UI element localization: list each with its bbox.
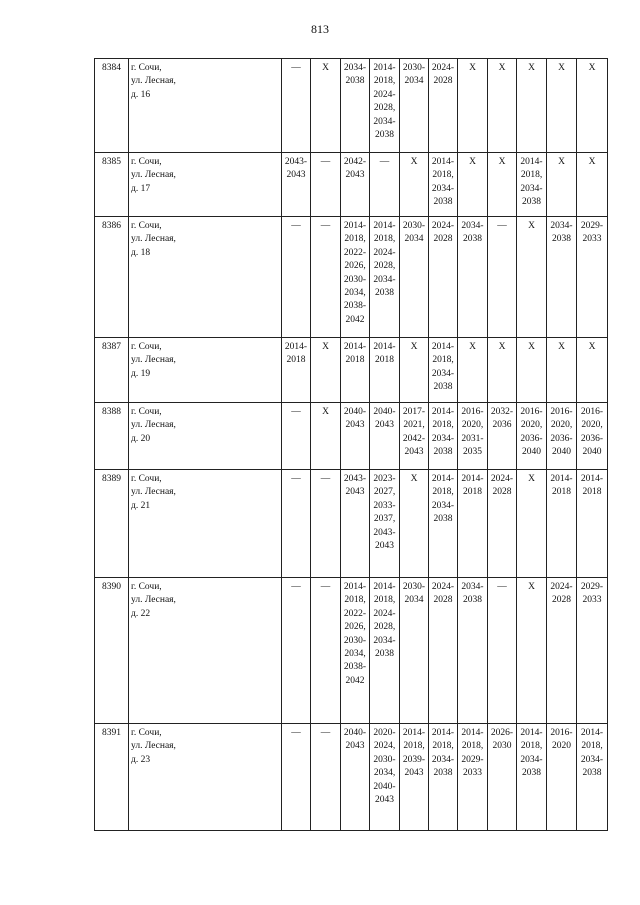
period-cell: 2014- 2018, 2022- 2026, 2030- 2034, 2038- 2042: [341, 578, 370, 724]
period-cell: 2043- 2043: [341, 470, 370, 578]
period-cell: 2016- 2020, 2036- 2040: [577, 403, 608, 470]
table-row: [95, 470, 608, 578]
period-cell: —: [311, 724, 341, 831]
period-cell: 2014- 2018, 2034- 2038: [517, 153, 547, 217]
period-cell: Х: [547, 338, 577, 403]
period-cell: Х: [488, 59, 517, 153]
period-cell: 2016- 2020, 2036- 2040: [517, 403, 547, 470]
period-cell: —: [282, 724, 311, 831]
period-cell: Х: [577, 153, 608, 217]
period-cell: Х: [400, 470, 429, 578]
period-cell: 2030- 2034: [400, 217, 429, 338]
period-cell: —: [311, 578, 341, 724]
period-cell: —: [282, 217, 311, 338]
table-row: [95, 578, 608, 724]
address-cell: г. Сочи, ул. Лесная, д. 23: [129, 724, 282, 831]
period-cell: Х: [311, 338, 341, 403]
period-cell: Х: [458, 338, 488, 403]
period-cell: Х: [311, 59, 341, 153]
period-cell: 2023- 2027, 2033- 2037, 2043- 2043: [370, 470, 400, 578]
period-cell: 2043- 2043: [282, 153, 311, 217]
period-cell: Х: [547, 59, 577, 153]
period-cell: —: [311, 153, 341, 217]
period-cell: Х: [517, 59, 547, 153]
period-cell: 2024- 2028: [429, 217, 458, 338]
period-cell: 2017- 2021, 2042- 2043: [400, 403, 429, 470]
row-number: 8389: [95, 470, 129, 578]
period-cell: 2014- 2018, 2039- 2043: [400, 724, 429, 831]
period-cell: Х: [488, 153, 517, 217]
period-cell: Х: [517, 338, 547, 403]
period-cell: 2034- 2038: [458, 578, 488, 724]
period-cell: 2014- 2018, 2034- 2038: [517, 724, 547, 831]
period-cell: —: [282, 403, 311, 470]
address-cell: г. Сочи, ул. Лесная, д. 22: [129, 578, 282, 724]
period-cell: 2040- 2043: [341, 724, 370, 831]
period-cell: 2014- 2018, 2022- 2026, 2030- 2034, 2038- 2042: [341, 217, 370, 338]
row-number: 8384: [95, 59, 129, 153]
period-cell: 2024- 2028: [488, 470, 517, 578]
period-cell: 2030- 2034: [400, 578, 429, 724]
period-cell: —: [488, 578, 517, 724]
period-cell: 2042- 2043: [341, 153, 370, 217]
schedule-table: [94, 58, 608, 831]
period-cell: Х: [517, 470, 547, 578]
period-cell: 2029- 2033: [577, 217, 608, 338]
period-cell: 2014- 2018, 2034- 2038: [577, 724, 608, 831]
period-cell: 2040- 2043: [370, 403, 400, 470]
period-cell: 2014- 2018, 2034- 2038: [429, 338, 458, 403]
row-number: 8386: [95, 217, 129, 338]
row-number: 8390: [95, 578, 129, 724]
address-cell: г. Сочи, ул. Лесная, д. 17: [129, 153, 282, 217]
period-cell: 2026- 2030: [488, 724, 517, 831]
period-cell: 2014- 2018: [577, 470, 608, 578]
address-cell: г. Сочи, ул. Лесная, д. 16: [129, 59, 282, 153]
period-cell: —: [370, 153, 400, 217]
row-number: 8385: [95, 153, 129, 217]
period-cell: —: [282, 470, 311, 578]
row-number: 8388: [95, 403, 129, 470]
period-cell: 2014- 2018: [341, 338, 370, 403]
period-cell: 2014- 2018, 2034- 2038: [429, 470, 458, 578]
period-cell: Х: [577, 338, 608, 403]
period-cell: 2024- 2028: [429, 578, 458, 724]
period-cell: Х: [400, 153, 429, 217]
period-cell: 2014- 2018, 2034- 2038: [429, 153, 458, 217]
period-cell: 2034- 2038: [341, 59, 370, 153]
table-row: [95, 724, 608, 831]
table-row: [95, 217, 608, 338]
table-row: [95, 153, 608, 217]
period-cell: 2024- 2028: [547, 578, 577, 724]
period-cell: Х: [517, 217, 547, 338]
period-cell: 2014- 2018: [370, 338, 400, 403]
period-cell: 2029- 2033: [577, 578, 608, 724]
period-cell: 2014- 2018: [458, 470, 488, 578]
period-cell: 2014- 2018, 2029- 2033: [458, 724, 488, 831]
period-cell: Х: [577, 59, 608, 153]
address-cell: г. Сочи, ул. Лесная, д. 21: [129, 470, 282, 578]
period-cell: 2014- 2018: [547, 470, 577, 578]
period-cell: Х: [311, 403, 341, 470]
address-cell: г. Сочи, ул. Лесная, д. 18: [129, 217, 282, 338]
period-cell: —: [311, 217, 341, 338]
period-cell: 2040- 2043: [341, 403, 370, 470]
period-cell: 2014- 2018: [282, 338, 311, 403]
period-cell: 2024- 2028: [429, 59, 458, 153]
period-cell: Х: [458, 59, 488, 153]
period-cell: Х: [547, 153, 577, 217]
period-cell: 2016- 2020, 2031- 2035: [458, 403, 488, 470]
period-cell: 2032- 2036: [488, 403, 517, 470]
period-cell: —: [488, 217, 517, 338]
period-cell: 2014- 2018, 2034- 2038: [429, 724, 458, 831]
table-row: [95, 338, 608, 403]
table-row: [95, 403, 608, 470]
period-cell: 2034- 2038: [458, 217, 488, 338]
period-cell: Х: [400, 338, 429, 403]
address-cell: г. Сочи, ул. Лесная, д. 19: [129, 338, 282, 403]
period-cell: —: [282, 578, 311, 724]
row-number: 8387: [95, 338, 129, 403]
row-number: 8391: [95, 724, 129, 831]
period-cell: 2016- 2020, 2036- 2040: [547, 403, 577, 470]
period-cell: Х: [517, 578, 547, 724]
period-cell: 2034- 2038: [547, 217, 577, 338]
period-cell: 2030- 2034: [400, 59, 429, 153]
table-row: [95, 59, 608, 153]
period-cell: 2020- 2024, 2030- 2034, 2040- 2043: [370, 724, 400, 831]
period-cell: —: [311, 470, 341, 578]
period-cell: 2016- 2020: [547, 724, 577, 831]
period-cell: 2014- 2018, 2024- 2028, 2034- 2038: [370, 217, 400, 338]
period-cell: Х: [458, 153, 488, 217]
page-number: 813: [311, 22, 329, 36]
period-cell: 2014- 2018, 2024- 2028, 2034- 2038: [370, 59, 400, 153]
address-cell: г. Сочи, ул. Лесная, д. 20: [129, 403, 282, 470]
period-cell: Х: [488, 338, 517, 403]
period-cell: —: [282, 59, 311, 153]
period-cell: 2014- 2018, 2024- 2028, 2034- 2038: [370, 578, 400, 724]
period-cell: 2014- 2018, 2034- 2038: [429, 403, 458, 470]
